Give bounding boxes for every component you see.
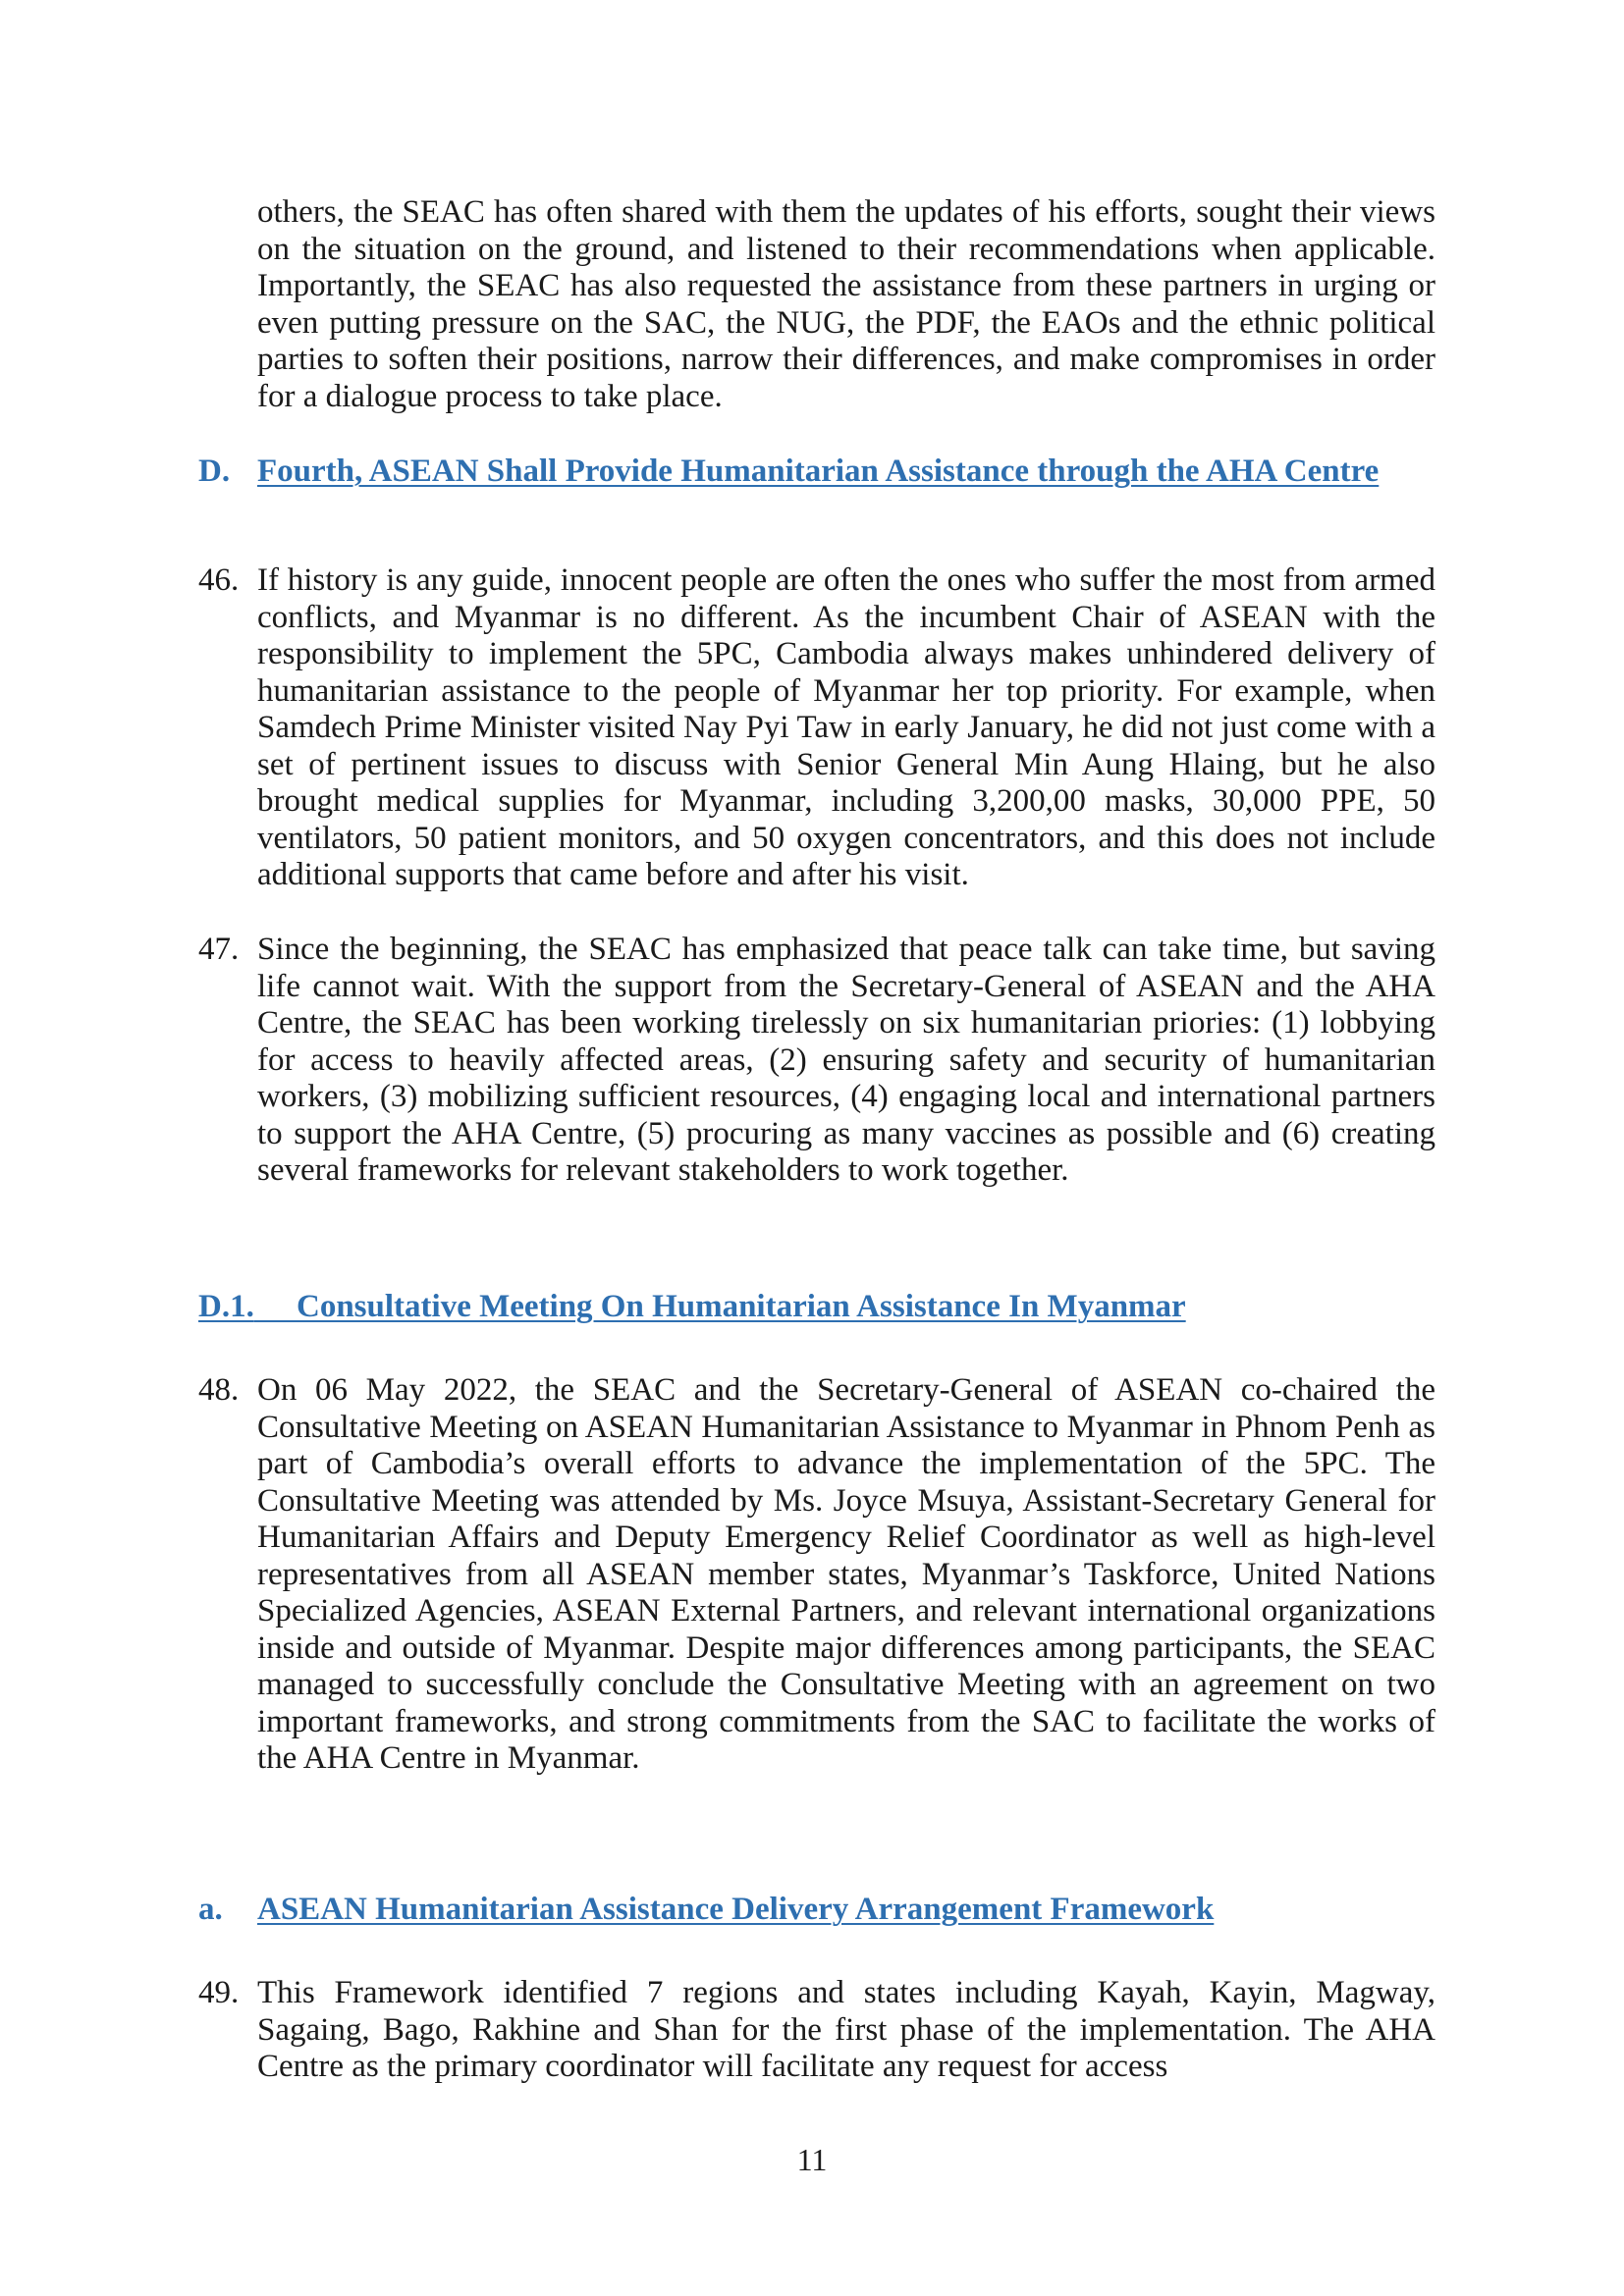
paragraph-number: 49. bbox=[198, 1975, 240, 2010]
paragraph-46 bbox=[198, 562, 1435, 894]
paragraph-number: 47. bbox=[198, 932, 240, 967]
section-a-label: a. bbox=[198, 1892, 223, 1927]
intro-text: others, the SEAC has often shared with them the updates of his efforts, sought their views on the situation on the ground, and listened to their recommendations when applicable. Importantly, the SEAC has also requested the assistance from these partners in urging or even putting pressure on the SAC, the NUG, the PDF, the EAOs and the ethnic political parties to soften their positions, narrow their differences, and make compromises in order for a dialogue process to take place. bbox=[257, 194, 1435, 414]
paragraph-text: On 06 May 2022, the SEAC and the Secretary-General of ASEAN co-chaired the Consultative Meeting on ASEAN Humanitarian Assistance to Myanmar in Phnom Penh as part of Cambodia’s overall efforts to advance the implementation of the 5PC. The Consultative Meeting was attended by Ms. Joyce Msuya, Assistant-Secretary General for Humanitarian Affairs and Deputy Emergency Relief Coordinator as well as high-level representatives from all ASEAN member states, Myanmar’s Taskforce, United Nations Specialized Agencies, ASEAN External Partners, and relevant international organizations inside and outside of Myanmar. Despite major differences among participants, the SEAC managed to successfully conclude the Consultative Meeting with an agreement on two important frameworks, and strong commitments from the SAC to facilitate the works of the AHA Centre in Myanmar. bbox=[257, 1372, 1435, 1776]
paragraph-text: This Framework identified 7 regions and states including Kayah, Kayin, Magway, Sagaing, Bago, Rakhine and Shan for the first phase of the implementation. The AHA Centre as the primary coordinator will facilitate any request for access bbox=[257, 1975, 1435, 2084]
section-a-heading bbox=[198, 1892, 1435, 1929]
intro-paragraph bbox=[257, 194, 1435, 415]
section-d1-title: Consultative Meeting On Humanitarian Assistance In Myanmar bbox=[297, 1289, 1186, 1324]
section-d-label: D. bbox=[198, 454, 231, 489]
paragraph-number: 46. bbox=[198, 562, 240, 598]
paragraph-47 bbox=[198, 932, 1435, 1190]
section-d-heading bbox=[198, 454, 1435, 491]
paragraph-48 bbox=[198, 1372, 1435, 1778]
section-d1-label: D.1. bbox=[198, 1289, 298, 1326]
paragraph-number: 48. bbox=[198, 1372, 240, 1408]
paragraph-text: If history is any guide, innocent people are often the ones who suffer the most from armed conflicts, and Myanmar is no different. As the incumbent Chair of ASEAN with the responsibility to implement the 5PC, Cambodia always makes unhindered delivery of humanitarian assistance to the people of Myanmar her top priority. For example, when Samdech Prime Minister visited Nay Pyi Taw in early January, he did not just come with a set of pertinent issues to discuss with Senior General Min Aung Hlaing, but he also brought medical supplies for Myanmar, including 3,200,00 masks, 30,000 PPE, 50 ventilators, 50 patient monitors, and 50 oxygen concentrators, and this does not include additional supports that came before and after his visit. bbox=[257, 562, 1435, 892]
section-d-title: Fourth, ASEAN Shall Provide Humanitarian Assistance through the AHA Centre bbox=[257, 454, 1380, 489]
page-number: 11 bbox=[796, 2142, 828, 2177]
section-a-title: ASEAN Humanitarian Assistance Delivery Arrangement Framework bbox=[257, 1892, 1215, 1927]
paragraph-text: Since the beginning, the SEAC has emphasized that peace talk can take time, but saving life cannot wait. With the support from the Secretary-General of ASEAN and the AHA Centre, the SEAC has been working tirelessly on six humanitarian priories: (1) lobbying for access to heavily affected areas, (2) ensuring safety and security of humanitarian workers, (3) mobilizing sufficient resources, (4) engaging local and international partners to support the AHA Centre, (5) procuring as many vaccines as possible and (6) creating several frameworks for relevant stakeholders to work together. bbox=[257, 932, 1435, 1188]
section-d1-heading bbox=[198, 1289, 1435, 1326]
paragraph-49 bbox=[198, 1975, 1435, 2086]
